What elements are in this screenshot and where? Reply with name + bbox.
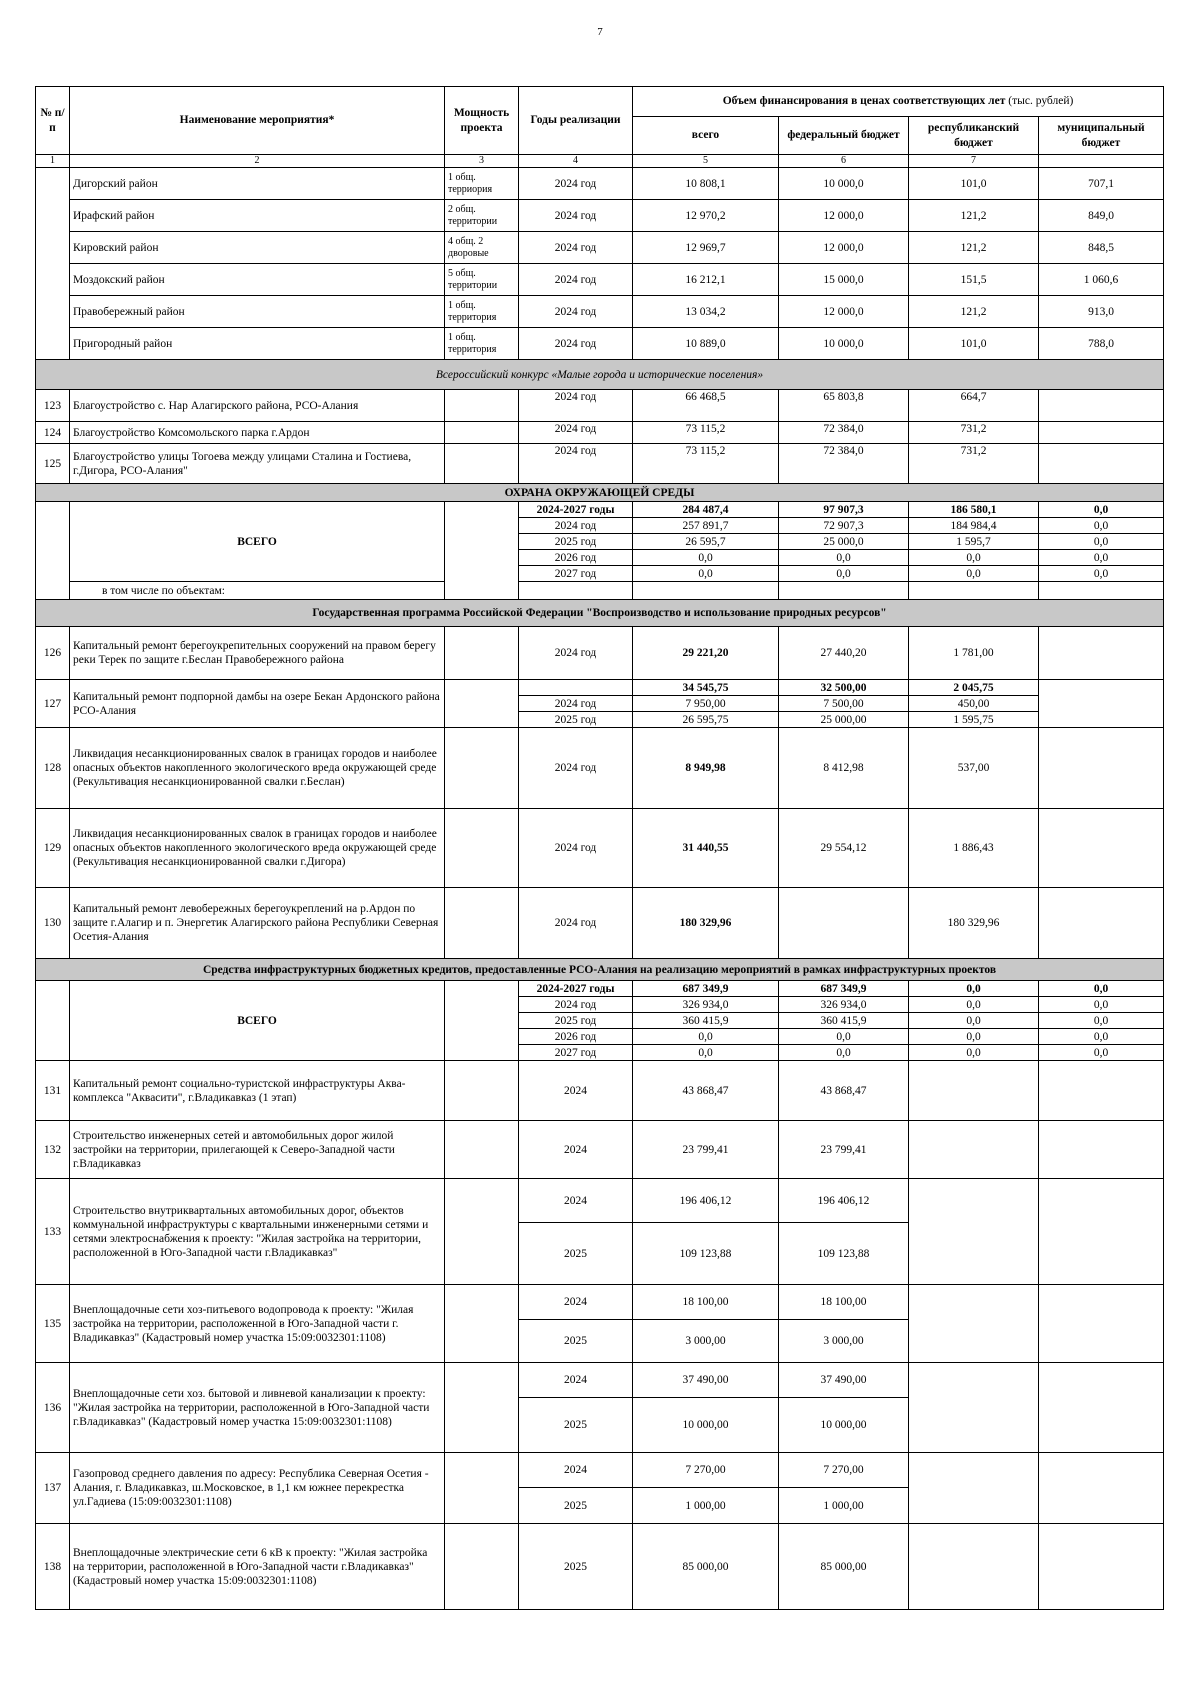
table-row: 126 Капитальный ремонт берегоукрепительных сооружений на правом берегу реки Терек по защите г.Беслан Правобережного района 2024 год 29 221,20 27 440,20 1 781,00 — [36, 627, 1164, 680]
table-row: 2025 год 26 595,75 25 000,00 1 595,75 — [36, 712, 1164, 728]
col-federal-header: федеральный бюджет — [779, 117, 909, 155]
header-row — [36, 87, 1164, 117]
col-total-header: всего — [633, 117, 779, 155]
table-row: 128 Ликвидация несанкционированных свалок в границах городов и наиболее опасных объектов накопленного экологического вреда окружающей среде (Рекультивация несанкционированной свалки г.Беслан) 2024 год 8 949,98 8 412,98 537,00 — [36, 728, 1164, 809]
infra-total-label: ВСЕГО — [70, 981, 445, 1061]
objects-label-row: в том числе по объектам: — [36, 582, 1164, 600]
table-row: Моздокский район 5 общ. территории 2024 год 16 212,1 15 000,0 151,5 1 060,6 — [36, 264, 1164, 296]
table-row: 2025 1 000,00 1 000,00 — [36, 1488, 1164, 1524]
table-row: 137 Газопровод среднего давления по адресу: Республика Северная Осетия - Алания, г. Владикавказ, ш.Московское, в 1,1 км южнее перекрестка ул.Гадиева (15:09:0032301:1108) 2024 7 270,00 7 270,00 — [36, 1453, 1164, 1488]
table-row: Ирафский район 2 общ. территории 2024 год 12 970,2 12 000,0 121,2 849,0 — [36, 200, 1164, 232]
table-row: 2024 год 7 950,00 7 500,00 450,00 — [36, 696, 1164, 712]
table-row: 123 Благоустройство с. Нар Алагирского района, РСО-Алания 2024 год 66 468,5 65 803,8 664,7 — [36, 390, 1164, 422]
table-row: 2025 10 000,00 10 000,00 — [36, 1398, 1164, 1453]
total-row: 2026 год 0,0 0,0 0,0 0,0 — [36, 1029, 1164, 1045]
table-row: Пригородный район 1 общ. территория 2024 год 10 889,0 10 000,0 101,0 788,0 — [36, 328, 1164, 360]
page-number: 7 — [597, 26, 603, 38]
total-row: 2024 год 326 934,0 326 934,0 0,0 0,0 — [36, 997, 1164, 1013]
table-row: Дигорский район 1 общ. терриория 2024 год 10 808,1 10 000,0 101,0 707,1 — [36, 168, 1164, 200]
col-name-header: Наименование мероприятия* — [70, 87, 445, 155]
table-row: Кировский район 4 общ. 2 дворовые 2024 год 12 969,7 12 000,0 121,2 848,5 — [36, 232, 1164, 264]
env-total-label: ВСЕГО — [70, 502, 445, 582]
funding-table — [35, 86, 1164, 1610]
section-header: Государственная программа Российской Федерации "Воспроизводство и использование природных ресурсов" — [36, 600, 1164, 627]
table-row: 131 Капитальный ремонт социально-туристской инфраструктуры Аква-комплекса "Аквасити", г.Владикавказ (1 этап) 2024 43 868,47 43 868,47 — [36, 1061, 1164, 1121]
total-row: 2027 год 0,0 0,0 0,0 0,0 — [36, 566, 1164, 582]
section-header: Всероссийский конкурс «Малые города и исторические поселения» — [36, 360, 1164, 390]
table-row: 124 Благоустройство Комсомольского парка г.Ардон 2024 год 73 115,2 72 384,0 731,2 — [36, 422, 1164, 444]
table-row: 2025 3 000,00 3 000,00 — [36, 1320, 1164, 1363]
col-republic-header: республиканский бюджет — [909, 117, 1039, 155]
total-row: ВСЕГО 2024-2027 годы 284 487,4 97 907,3 186 580,1 0,0 — [36, 502, 1164, 518]
table-row: 133 Строительство внутриквартальных автомобильных дорог, объектов коммунальной инфраструктуры с квартальными инженерными сетями и сетями электроснабжения к проекту: "Жилая застройка на территории, расположенной в Юго-Западной части г.Владикавказ" 2024 196 406,12 196 406,12 — [36, 1179, 1164, 1223]
total-row: 2024 год 257 891,7 72 907,3 184 984,4 0,0 — [36, 518, 1164, 534]
table-row: 2025 109 123,88 109 123,88 — [36, 1223, 1164, 1285]
total-row: 2025 год 360 415,9 360 415,9 0,0 0,0 — [36, 1013, 1164, 1029]
table-row: 135 Внеплощадочные сети хоз-питьевого водопровода к проекту: "Жилая застройка на территории, расположенной в Юго-Западной части г. Владикавказ" (Кадастровый номер участка 15:09:0032301:1108) 2024 18 100,00 18 100,00 — [36, 1285, 1164, 1320]
table-row: 138 Внеплощадочные электрические сети 6 кВ к проекту: "Жилая застройка на территории, расположенной в Юго-Западной части г.Владикавказ" (Кадастровый номер участка 15:09:0032301:1108) 2025 85 000,00 85 000,00 — [36, 1524, 1164, 1610]
total-row: ВСЕГО 2024-2027 годы 687 349,9 687 349,9 0,0 0,0 — [36, 981, 1164, 997]
table-row: 130 Капитальный ремонт левобережных берегоукреплений на р.Ардон по защите г.Алагир и п. Энергетик Алагирского района Республики Северная Осетия-Алания 2024 год 180 329,96 180 329,96 — [36, 888, 1164, 959]
table-row: 125 Благоустройство улицы Тогоева между улицами Сталина и Гостиева, г.Дигора, РСО-Алания" 2024 год 73 115,2 72 384,0 731,2 — [36, 444, 1164, 484]
col-municipal-header: муниципальный бюджет — [1039, 117, 1164, 155]
section-header: ОХРАНА ОКРУЖАЮЩЕЙ СРЕДЫ — [36, 484, 1164, 502]
table-row: 129 Ликвидация несанкционированных свалок в границах городов и наиболее опасных объектов накопленного экологического вреда окружающей среде (Рекультивация несанкционированной свалки г.Дигора) 2024 год 31 440,55 29 554,12 1 886,43 — [36, 809, 1164, 888]
table-row: 127 Капитальный ремонт подпорной дамбы на озере Бекан Ардонского района РСО-Алания 34 545,75 32 500,00 2 045,75 — [36, 680, 1164, 696]
table-row: 136 Внеплощадочные сети хоз. бытовой и ливневой канализации к проекту: "Жилая застройка на территории, расположенной в Юго-Западной части г.Владикавказ" (Кадастровый номер участка 15:09:0032301:1108) 2024 37 490,00 37 490,00 — [36, 1363, 1164, 1398]
total-row: 2025 год 26 595,7 25 000,0 1 595,7 0,0 — [36, 534, 1164, 550]
total-row: 2026 год 0,0 0,0 0,0 0,0 — [36, 550, 1164, 566]
col-funding-header: Объем финансирования в ценах соответствующих лет (тыс. рублей) — [633, 87, 1164, 117]
col-years-header: Годы реализации — [519, 87, 633, 155]
section-header: Средства инфраструктурных бюджетных кредитов, предоставленные РСО-Алания на реализацию мероприятий в рамках инфраструктурных проектов — [36, 959, 1164, 981]
total-row: 2027 год 0,0 0,0 0,0 0,0 — [36, 1045, 1164, 1061]
col-no-header: № п/п — [36, 87, 70, 155]
column-index-row: 1 2 3 4 5 6 7 — [36, 155, 1164, 168]
table-row: Правобережный район 1 общ. территория 2024 год 13 034,2 12 000,0 121,2 913,0 — [36, 296, 1164, 328]
col-power-header: Мощность проекта — [445, 87, 519, 155]
table-row: 132 Строительство инженерных сетей и автомобильных дорог жилой застройки на территории, прилегающей к Северо-Западной части г.Владикавказ 2024 23 799,41 23 799,41 — [36, 1121, 1164, 1179]
